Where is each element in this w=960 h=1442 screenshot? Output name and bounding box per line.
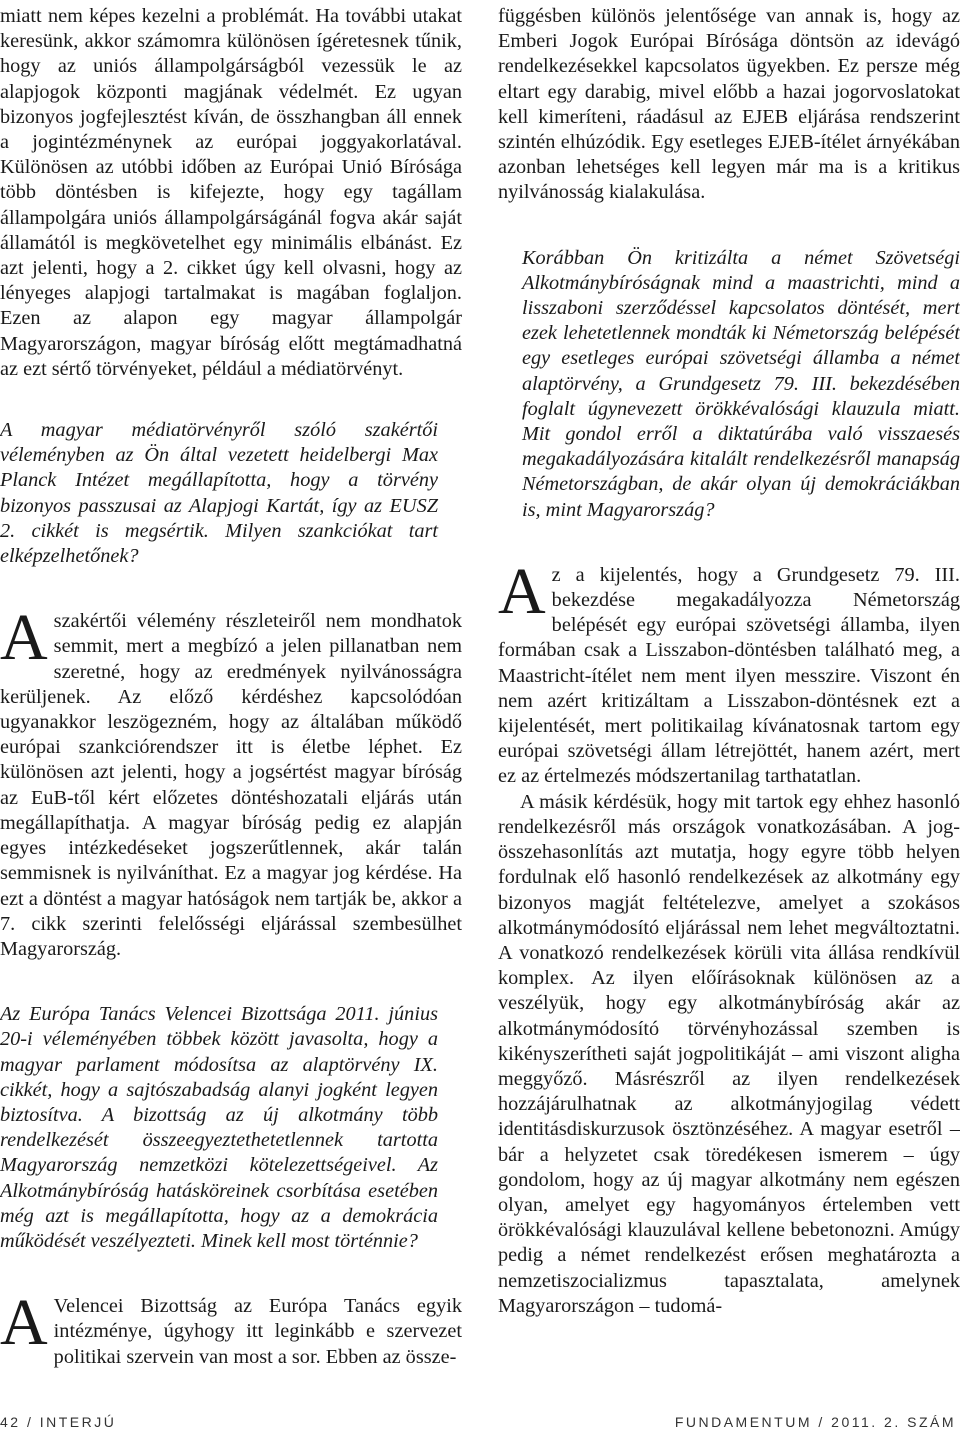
answer-text: Velencei Bizottság az Európa Tanács egyik intézménye, úgyhogy itt leginkább e szervezet politikai szervein van most a sor. Ebben az össze-	[53, 1295, 462, 1368]
answer-text: szakértői vélemény részleteiről nem mondhatok semmit, mert a megbízó a jelen pillanatban nem szeretné, hogy az eredmények nyilvánosságra kerüljenek. Az előző kérdéshez kapcsolódóan ugyanakkor leszögezném, hogy az általában működő európai szankciórendszer itt is életbe léphet. Ez különösen azt jelenti, hogy a jogsértést magyar bíróság az EuB-től kért előzetes döntéshozatali eljárás után megállapíthatja. A magyar bíróság pedig ez alapján egyes intézkedéseket jogszerűtlennek, akár talán semmisnek is nyilváníthat. Ez a magyar jog kérdése. Ha ezt a döntést a magyar hatóságok nem tartják be, akkor a 7. cikk szerinti felelősségi eljárással szembesülhet Magyarország.	[0, 610, 462, 960]
paragraph: függésben különös jelentősége van annak is, hogy az Emberi Jogok Európai Bírósága döntsön az idevágó rendelkezésekkel kapcsolatos ügyekben. Ez persze még eltart egy darabig, mivel előbb a hazai jogorvoslatokat kell kimeríteni, ráadásul az EJEB eljárása rendszerint szintén elhúzódik. Egy esetleges EJEB-ítélet árnyékában azonban lehetséges kell legyen már ma is a kritikus nyilvánosság kialakulása.	[498, 5, 960, 204]
drop-cap: A	[498, 554, 546, 628]
interview-question: A magyar médiatörvényről szóló szakértői véleményben az Ön által vezetett heidelbergi Max Planck Intézet megállapította, hogy a törvény bizonyos passzusai az Alapjogi Kartát, így az EUSZ 2. cikkét is megsértik. Milyen szankciókat tart elképzelhetőnek?	[0, 419, 438, 568]
answer-paragraph	[0, 601, 462, 962]
left-column	[0, 4, 462, 1370]
paragraph: miatt nem képes kezelni a problémát. Ha további utakat keresünk, akkor számomra különösen ígéretesnek tűnik, hogy az uniós állampolgárságból vezessük le az alapjogok központi magjának védelmét. Ez ugyan bizonyos jogfejlesztést kíván, de összhangban áll ennek a jogintézménynek az európai joggyakorlatával. Különösen az utóbbi időben az Európai Unió Bírósága több döntésben is kifejezte, hogy egy tagállam állampolgára uniós állampolgárságánál fogva akár saját államától is megkövetelhet egy minimális elbánást. Ez azt jelenti, hogy a 2. cikket úgy kell olvasni, hogy az lényeges alapjogi tartalmakat is magában foglaljon. Ezen az alapon egy magyar állampolgár Magyarországon, magyar bíróság előtt megtámadhatná az ezt sértő törvényeket, például a médiatörvényt.	[0, 5, 462, 380]
drop-cap: A	[0, 601, 48, 675]
answer-paragraph	[498, 554, 960, 790]
footer-page-section: 42 / INTERJÚ	[0, 1414, 117, 1430]
page-footer	[0, 1414, 960, 1434]
interview-question: Az Európa Tanács Velencei Bizottsága 2011. június 20-i véleményében többek között javasolta, hogy a magyar parlament módosítsa az alaptörvény IX. cikkét, hogy a sajtószabadság alanyi jogként legyen biztosítva. A bizottság az új alkotmány több rendelkezését összeegyeztethetetlennek tartotta Magyarország nemzetközi kötelezettségeivel. Az Alkotmánybíróság hatásköreinek csorbítása esetében még azt is megállapította, hogy az a demokrácia működését veszélyezteti. Minek kell most történnie?	[0, 1003, 438, 1252]
right-column	[498, 4, 960, 1319]
interview-question: Korábban Ön kritizálta a német Szövetségi Alkotmánybíróságnak mind a maastrichti, mind a lisszaboni szerződéssel kapcsolatos döntését, mert ezek lehetetlennek mondták ki Németország belépését egy esetleges európai szövetségi államba a német alaptörvény, a Grundgesetz 79. III. bekezdésében foglalt úgynevezett örökkévalósági klauzula miatt. Mit gondol erről a diktatúrába való visszaesés megakadályozására kitalált rendelkezésről manapság Németországban, de akár olyan új demokráciákban is, mint Magyarország?	[522, 246, 960, 521]
answer-paragraph	[0, 1286, 462, 1370]
footer-journal-issue: FUNDAMENTUM / 2011. 2. SZÁM	[674, 1414, 956, 1430]
drop-cap: A	[0, 1286, 48, 1360]
answer-text: z a kijelentés, hogy a Grundgesetz 79. III. bekezdése megakadályozza Németország belépését egy európai szövetségi államba, ilyen formában csak a Lisszabon-döntésben található meg, a Maastricht-ítélet nem ment ilyen messzire. Viszont én nem azért kritizáltam a Lisszabon-döntésnek ezt a kijelentését, mert politikailag kívánatosnak tartom egy európai szövetségi állam létrejöttét, hanem azért, mert ez az értelmezés módszertanilag tarthatatlan.	[498, 563, 960, 788]
paragraph: A másik kérdésük, hogy mit tartok egy ehhez hasonló rendelkezésről más országok vonatkozásában. A jog-összehasonlítás azt mutatja, hogy egyre több helyen fordulnak elő hasonló rendelkezések az alkotmány egy bizonyos magját feltételezve, amelyet a szokásos alkotmánymódosító eljárással nem lehet megváltoztatni. A vonatkozó rendelkezések körüli vita állása rendkívül komplex. Az ilyen előírásoknak különösen az a veszélyük, hogy egy alkotmánybíróság akár az alkotmánymódosító törvényhozással szemben is kikényszerítheti saját jogpolitikáját – ami viszont aligha meggyőző. Másrészről az ilyen rendelkezések hozzájárulhatnak az alkotmányjogilag védett identitásdiskurzusok ösztönzéséhez. A magyar esetről – bár a helyzetet csak töredékesen ismerem – úgy gondolom, hogy az új magyar alkotmány nem egészen olyan, amelyet egy hagyományos értelemben vett örökkévalósági klauzulával kellene bebetonozni. Amúgy pedig a német rendelkezést erősen meghatározta a nemzetiszocializmus tapasztalata, amelynek Magyarországon – tudomá-	[498, 790, 960, 1317]
